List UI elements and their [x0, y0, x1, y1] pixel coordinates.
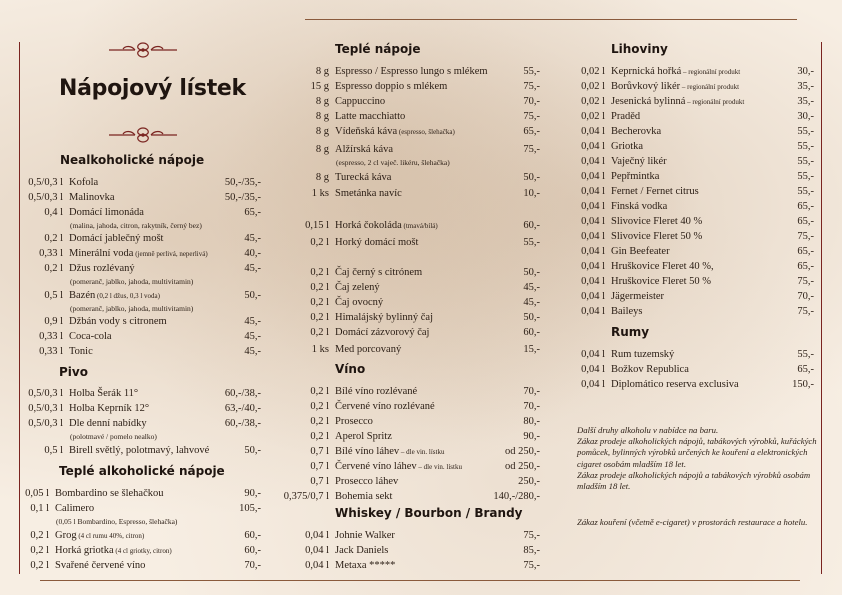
item-name-text: Coca-cola [69, 331, 112, 342]
item-name-text: Domácí limonáda [69, 207, 144, 218]
item-price: 60,-/38,- [224, 418, 261, 429]
item-name-text: Pepřmintka [611, 171, 660, 182]
item-volume: 0,04 l [581, 156, 605, 167]
item-name [335, 401, 435, 412]
item-price: 75,- [797, 231, 814, 242]
item-price: 55,- [797, 141, 814, 152]
item-price: 60,- [523, 327, 540, 338]
item-volume: 0,04 l [581, 231, 605, 242]
item-name [69, 233, 163, 244]
item-name [69, 290, 160, 301]
item-price: 50,- [523, 312, 540, 323]
item-name [611, 186, 699, 197]
item-volume: 0,2 l [310, 297, 329, 308]
item-volume: 0,2 l [310, 416, 329, 427]
item-volume: 0,2 l [30, 560, 49, 571]
item-name [335, 312, 433, 323]
item-price: 50,-/35,- [224, 177, 261, 188]
item-volume: 0,5/0,3 l [28, 403, 63, 414]
item-price: 63,-/40,- [224, 403, 261, 414]
item-name [335, 416, 373, 427]
item-volume: 0,5/0,3 l [28, 177, 63, 188]
item-name-text: Praděd [611, 111, 641, 122]
item-price: 75,- [523, 560, 540, 571]
item-name-text: Jack Daniels [335, 545, 389, 556]
item-price: 65,- [797, 364, 814, 375]
item-volume: 8 g [315, 126, 329, 137]
item-name-text: Bazén [69, 290, 96, 301]
item-name [335, 126, 455, 137]
item-name-text: Bohemia sekt [335, 491, 393, 502]
item-name [69, 177, 98, 188]
item-name-text: Slivovice Fleret 50 % [611, 231, 703, 242]
item-name-text: Becherovka [611, 126, 662, 137]
item-name-text: Calimero [55, 503, 95, 514]
item-name-text: Holba Keprník 12° [69, 403, 150, 414]
item-name-text: Prosecco láhev [335, 476, 399, 487]
item-price: 50,-/35,- [224, 192, 261, 203]
item-name-text: Čaj zelený [335, 282, 380, 293]
item-name [611, 349, 674, 360]
item-name [335, 267, 422, 278]
item-suffix: (4 cl rumu 40%, citron) [76, 532, 145, 540]
item-suffix: (0,2 l džus, 0,3 l voda) [95, 292, 160, 300]
item-name-text: Čaj ovocný [335, 297, 384, 308]
item-name [611, 291, 664, 302]
item-price: 90,- [244, 488, 261, 499]
item-price: 45,- [244, 316, 261, 327]
item-name [335, 530, 395, 541]
item-volume: 0,02 l [581, 66, 605, 77]
item-suffix: – regionální produkt [681, 68, 741, 76]
item-volume: 0,2 l [310, 431, 329, 442]
item-name-text: Tonic [69, 346, 93, 357]
item-volume: 0,33 l [39, 331, 63, 342]
top-rule [305, 19, 797, 20]
item-volume: 0,04 l [581, 276, 605, 287]
item-name [611, 66, 740, 77]
item-name-text: Smetánka navíc [335, 188, 402, 199]
section-heading-rumy: Rumy [611, 325, 650, 339]
item-name-text: Rum tuzemský [611, 349, 675, 360]
item-name [69, 263, 135, 274]
section-heading-pivo: Pivo [59, 365, 88, 379]
item-price: 150,- [792, 379, 814, 390]
item-price: 50,- [523, 267, 540, 278]
item-name-text: Holba Šerák 11° [69, 388, 139, 399]
item-price: 45,- [523, 282, 540, 293]
item-name [335, 282, 380, 293]
item-name-text: Turecká káva [335, 172, 392, 183]
item-suffix: – dle vin. lístku [416, 463, 462, 471]
item-volume: 0,15 l [305, 220, 329, 231]
item-volume: 0,2 l [30, 530, 49, 541]
item-volume: 0,04 l [581, 291, 605, 302]
item-name-text: Červené víno láhev [335, 461, 417, 472]
item-price: 80,- [523, 416, 540, 427]
item-name [335, 461, 462, 472]
item-name [69, 248, 208, 259]
item-volume: 0,1 l [30, 503, 49, 514]
item-name [335, 188, 402, 199]
item-price: 65,- [523, 126, 540, 137]
item-volume: 0,04 l [581, 349, 605, 360]
item-volume: 0,04 l [581, 364, 605, 375]
item-name [69, 418, 147, 429]
item-volume: 0,5/0,3 l [28, 418, 63, 429]
item-price: 50,- [523, 172, 540, 183]
item-name-text: Hruškovice Fleret 40 %, [611, 261, 714, 272]
item-price: 65,- [797, 246, 814, 257]
item-detail: (pomeranč, jablko, jahoda, multivitamin) [70, 277, 194, 286]
section-heading-tepla_alko: Teplé alkoholické nápoje [59, 464, 225, 478]
item-name-text: Bílé víno rozlévané [335, 386, 418, 397]
item-name [335, 81, 447, 92]
item-volume: 0,2 l [44, 233, 63, 244]
item-volume: 0,375/0,7 l [283, 491, 329, 502]
item-detail: (0,05 l Bombardino, Espresso, šlehačka) [56, 517, 178, 526]
section-heading-lihoviny: Lihoviny [611, 42, 668, 56]
item-volume: 8 g [315, 111, 329, 122]
item-detail: (pomeranč, jablko, jahoda, multivitamin) [70, 304, 194, 313]
item-name-text: Alžírská káva [335, 144, 394, 155]
item-price: 60,- [244, 530, 261, 541]
item-price: 70,- [244, 560, 261, 571]
item-price: 15,- [523, 344, 540, 355]
item-volume: 0,04 l [581, 141, 605, 152]
item-name-text: Vaječný likér [611, 156, 667, 167]
item-price: 30,- [797, 111, 814, 122]
item-price: 65,- [797, 216, 814, 227]
item-name [335, 446, 444, 457]
item-name [611, 276, 711, 287]
right-border [821, 42, 822, 574]
item-name [611, 126, 661, 137]
item-name-text: Cappuccino [335, 96, 386, 107]
item-price: 70,- [523, 96, 540, 107]
item-price: 60,-/38,- [224, 388, 261, 399]
item-price: 55,- [523, 237, 540, 248]
item-volume: 0,04 l [581, 171, 605, 182]
item-suffix: (espresso, šlehačka) [397, 128, 455, 136]
item-name [69, 207, 144, 218]
item-name-text: Espresso / Espresso lungo s mlékem [335, 66, 488, 77]
item-name-text: Kofola [69, 177, 99, 188]
item-name-text: Dle denní nabídky [69, 418, 147, 429]
item-volume: 0,2 l [310, 327, 329, 338]
item-name-text: Keprnická hořká [611, 66, 682, 77]
item-name [335, 144, 393, 155]
item-name [335, 560, 395, 571]
item-price: 65,- [797, 261, 814, 272]
item-name [611, 216, 702, 227]
item-price: 250,- [518, 476, 540, 487]
page-title: Nápojový lístek [59, 76, 246, 101]
item-name [69, 445, 209, 456]
item-name-text: Finská vodka [611, 201, 668, 212]
item-price: 140,-/280,- [493, 491, 540, 502]
item-price: 60,- [523, 220, 540, 231]
item-name-text: Čaj černý s citrónem [335, 267, 423, 278]
item-price: 30,- [797, 66, 814, 77]
item-name [55, 530, 144, 541]
item-volume: 15 g [310, 81, 329, 92]
item-price: 50,- [244, 445, 261, 456]
item-price: 70,- [797, 291, 814, 302]
section-heading-whiskey: Whiskey / Bourbon / Brandy [335, 506, 523, 520]
item-volume: 0,2 l [310, 237, 329, 248]
item-name [611, 364, 689, 375]
item-name-text: Slivovice Fleret 40 % [611, 216, 703, 227]
item-price: 75,- [523, 81, 540, 92]
item-price: 40,- [244, 248, 261, 259]
item-name [611, 81, 739, 92]
item-name [335, 237, 418, 248]
item-detail: (polotmavé / pomelo nealko) [70, 432, 157, 441]
item-volume: 0,05 l [25, 488, 49, 499]
flourish-divider-icon [107, 40, 179, 60]
item-name [335, 172, 391, 183]
item-name [69, 331, 112, 342]
item-name [611, 246, 670, 257]
item-volume: 0,5 l [44, 290, 63, 301]
item-name-text: Vídeňská káva [335, 126, 398, 137]
item-name-text: Himalájský bylinný čaj [335, 312, 433, 323]
item-suffix: – regionální produkt [680, 83, 740, 91]
item-volume: 0,04 l [581, 186, 605, 197]
item-price: 45,- [244, 233, 261, 244]
left-border [19, 42, 20, 574]
item-name-text: Malinovka [69, 192, 115, 203]
item-name [611, 171, 659, 182]
item-price: 70,- [523, 386, 540, 397]
item-name [335, 111, 405, 122]
item-name-text: Baileys [611, 306, 643, 317]
item-price: 10,- [523, 188, 540, 199]
item-name [69, 388, 138, 399]
item-name [335, 491, 392, 502]
item-name [335, 545, 388, 556]
item-name-text: Bílé víno láhev [335, 446, 400, 457]
item-name-text: Domácí zázvorový čaj [335, 327, 430, 338]
item-volume: 8 g [315, 96, 329, 107]
item-price: 55,- [797, 186, 814, 197]
item-name [611, 156, 667, 167]
item-volume: 0,5/0,3 l [28, 388, 63, 399]
item-name-text: Horká čokoláda [335, 220, 402, 231]
item-name [611, 141, 643, 152]
item-volume: 1 ks [311, 188, 329, 199]
item-price: od 250,- [505, 446, 540, 457]
item-suffix: (4 cl griotky, citron) [113, 547, 172, 555]
item-name-text: Džus rozlévaný [69, 263, 135, 274]
item-volume: 8 g [315, 66, 329, 77]
item-price: 75,- [523, 530, 540, 541]
item-price: 50,- [244, 290, 261, 301]
item-name [69, 316, 167, 327]
item-volume: 0,04 l [581, 261, 605, 272]
item-suffix: (jemně perlivá, neperlivá) [133, 250, 208, 258]
item-name-text: Espresso doppio s mlékem [335, 81, 448, 92]
item-name-text: Horká griotka [55, 545, 114, 556]
item-name [611, 201, 667, 212]
item-suffix: – regionální produkt [685, 98, 745, 106]
item-volume: 0,02 l [581, 96, 605, 107]
item-name [55, 545, 172, 556]
item-detail: (malina, jahoda, citron, rakytník, černý bez) [70, 221, 202, 230]
item-suffix: (tmavá/bílá) [401, 222, 438, 230]
item-price: 75,- [523, 144, 540, 155]
item-name [69, 403, 149, 414]
item-price: 55,- [523, 66, 540, 77]
item-price: od 250,- [505, 461, 540, 472]
item-name [611, 261, 714, 272]
item-volume: 0,02 l [581, 81, 605, 92]
item-name-text: Jesenická bylinná [611, 96, 686, 107]
item-name-text: Diplomático reserva exclusiva [611, 379, 739, 390]
item-price: 75,- [797, 306, 814, 317]
item-volume: 0,04 l [581, 379, 605, 390]
bottom-rule [40, 580, 800, 581]
item-name-text: Metaxa ***** [335, 560, 396, 571]
item-detail: (espresso, 2 cl vaječ. likéru, šlehačka) [336, 158, 450, 167]
item-name-text: Domácí jablečný mošt [69, 233, 164, 244]
item-volume: 0,9 l [44, 316, 63, 327]
item-name [55, 488, 163, 499]
item-volume: 0,2 l [44, 263, 63, 274]
item-price: 45,- [244, 331, 261, 342]
item-volume: 0,2 l [30, 545, 49, 556]
item-volume: 0,2 l [310, 267, 329, 278]
item-name-text: Birell světlý, polotmavý, lahvové [69, 445, 210, 456]
item-name [335, 476, 398, 487]
item-name-text: Svařené červené víno [55, 560, 146, 571]
item-name [335, 431, 392, 442]
item-name [611, 111, 640, 122]
item-volume: 0,04 l [581, 126, 605, 137]
item-volume: 0,7 l [310, 446, 329, 457]
item-price: 85,- [523, 545, 540, 556]
item-volume: 0,04 l [305, 560, 329, 571]
item-price: 60,- [244, 545, 261, 556]
item-volume: 8 g [315, 144, 329, 155]
item-price: 75,- [797, 276, 814, 287]
item-name-text: Med porcovaný [335, 344, 402, 355]
item-name [335, 66, 488, 77]
item-volume: 0,2 l [310, 386, 329, 397]
item-volume: 0,33 l [39, 346, 63, 357]
item-name-text: Jägermeister [611, 291, 665, 302]
item-name [335, 327, 429, 338]
item-price: 70,- [523, 401, 540, 412]
item-name-text: Griotka [611, 141, 644, 152]
flourish-divider-icon [107, 125, 179, 145]
item-volume: 8 g [315, 172, 329, 183]
item-name [55, 560, 145, 571]
item-volume: 0,7 l [310, 476, 329, 487]
item-volume: 0,7 l [310, 461, 329, 472]
item-price: 55,- [797, 349, 814, 360]
section-heading-teple: Teplé nápoje [335, 42, 421, 56]
item-name-text: Aperol Spritz [335, 431, 392, 442]
item-price: 65,- [244, 207, 261, 218]
item-name [611, 231, 702, 242]
item-volume: 0,2 l [310, 312, 329, 323]
item-volume: 0,2 l [310, 401, 329, 412]
item-volume: 0,04 l [581, 306, 605, 317]
item-name [55, 503, 94, 514]
item-name [611, 379, 739, 390]
item-price: 45,- [244, 346, 261, 357]
item-volume: 0,5/0,3 l [28, 192, 63, 203]
item-price: 90,- [523, 431, 540, 442]
item-name-text: Johnie Walker [335, 530, 395, 541]
item-volume: 0,33 l [39, 248, 63, 259]
bar-notice: Další druhy alkoholu v nabídce na baru. Zákaz prodeje alkoholických nápojů, tabákových výrobků, kuřáckých pomůcek, bylinných výrobků určených ke kouření a elektronických cigaret osobám mladším 18 let. Zákaz prodeje alkoholických nápojů a tabákových výrobků osobám mladším 18 let. [577, 425, 817, 492]
item-volume: 0,4 l [44, 207, 63, 218]
item-price: 35,- [797, 81, 814, 92]
item-volume: 0,04 l [305, 545, 329, 556]
item-price: 75,- [523, 111, 540, 122]
item-name-text: Prosecco [335, 416, 373, 427]
item-name [335, 220, 438, 231]
item-name-text: Džbán vody s citronem [69, 316, 167, 327]
item-name [335, 297, 383, 308]
item-price: 55,- [797, 156, 814, 167]
item-name [611, 306, 643, 317]
item-name-text: Božkov Republica [611, 364, 689, 375]
item-price: 45,- [244, 263, 261, 274]
smoking-notice: Zákaz kouření (včetně e-cigaret) v prostorách restaurace a hotelu. [577, 517, 808, 527]
section-heading-nealko: Nealkoholické nápoje [60, 153, 205, 167]
item-volume: 0,04 l [581, 201, 605, 212]
item-name-text: Horký domácí mošt [335, 237, 419, 248]
item-volume: 0,02 l [581, 111, 605, 122]
item-suffix: – dle vin. lístku [399, 448, 445, 456]
item-name [69, 192, 115, 203]
item-volume: 1 ks [311, 344, 329, 355]
item-name-text: Grog [55, 530, 77, 541]
item-name [335, 386, 417, 397]
item-name [335, 344, 401, 355]
item-name-text: Latte macchiatto [335, 111, 406, 122]
item-name-text: Gin Beefeater [611, 246, 670, 257]
item-volume: 0,5 l [44, 445, 63, 456]
item-name [611, 96, 744, 107]
item-price: 35,- [797, 96, 814, 107]
item-name-text: Minerální voda [69, 248, 134, 259]
item-name [69, 346, 93, 357]
section-heading-vino: Víno [335, 362, 366, 376]
item-name-text: Červené víno rozlévané [335, 401, 435, 412]
item-volume: 0,04 l [305, 530, 329, 541]
item-name [335, 96, 385, 107]
item-price: 65,- [797, 201, 814, 212]
item-name-text: Bombardino se šlehačkou [55, 488, 164, 499]
item-name-text: Borůvkový likér [611, 81, 681, 92]
item-volume: 0,2 l [310, 282, 329, 293]
item-price: 105,- [239, 503, 261, 514]
item-name-text: Fernet / Fernet citrus [611, 186, 699, 197]
item-price: 45,- [523, 297, 540, 308]
item-volume: 0,04 l [581, 216, 605, 227]
item-name-text: Hruškovice Fleret 50 % [611, 276, 712, 287]
item-price: 55,- [797, 126, 814, 137]
item-price: 55,- [797, 171, 814, 182]
item-volume: 0,04 l [581, 246, 605, 257]
